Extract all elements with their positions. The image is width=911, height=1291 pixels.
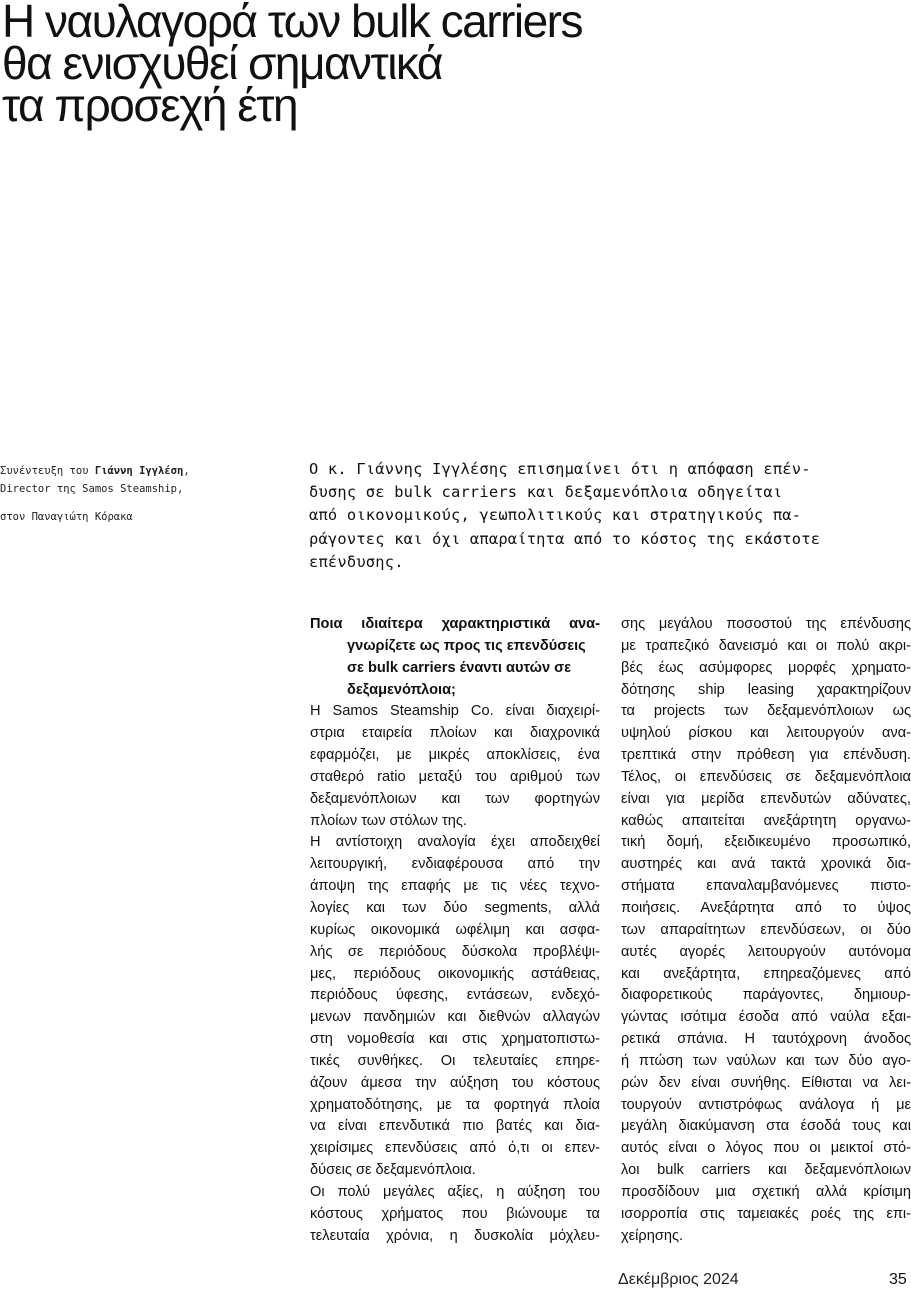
body-line: τική δομή, εξειδικευμένο προσωπικό,	[621, 834, 911, 851]
title-line: θα ενισχυθεί σημαντικά	[2, 37, 442, 89]
body-line: λειτουργική, ενδιαφέρουσα από την	[310, 856, 600, 873]
body-line: άποψη της επαφής με τις νέες τεχνο-	[310, 878, 600, 895]
body-line: υψηλού ρίσκου και λειτουργούν ανα-	[621, 725, 911, 742]
body-line: είναι για μερίδα επενδυτών αδύνατες,	[621, 790, 911, 807]
interviewee-name: Γιάννη Ιγγλέση	[94, 465, 184, 477]
body-line: λογίες και των δύο segments, αλλά	[310, 899, 600, 916]
body-line: δότησης ship leasing χαρακτηρίζουν	[621, 681, 911, 698]
body-line: κόστους χρήματος που βιώνουμε τα	[310, 1205, 600, 1222]
body-line: χρηματοδότησης, με τα φορτηγά πλοία	[310, 1096, 600, 1113]
body-line: ρών δεν είναι συνήθης. Είθισται να λει-	[621, 1074, 911, 1091]
body-line: μενων πανδημιών και διεθνών αλλαγών	[310, 1009, 600, 1026]
body-line: περιόδους ύφεσης, εντάσεων, ενδεχό-	[310, 987, 600, 1004]
body-line: κυρίως οικονομικά ωφέλιμη και ασφα-	[310, 921, 600, 938]
body-line: αυτές αγορές λειτουργούν αυτόνομα	[621, 943, 911, 960]
lead-line: ράγοντες και όχι απαραίτητα από το κόστος της εκάστοτε	[309, 529, 821, 548]
body-line: μες, περιόδους οικονομικής αστάθειας,	[310, 965, 600, 982]
lead-line: Ο κ. Γιάννης Ιγγλέσης επισημαίνει ότι η απόφαση επέν-	[309, 460, 811, 478]
body-line: βές έως ασύμφορες μορφές χρηματο-	[621, 659, 911, 676]
body-line: διαφορετικούς παράγοντες, δημιουρ-	[621, 987, 911, 1004]
byline-interviewee: Συνέντευξη του Γιάννη Ιγγλέση,	[0, 465, 190, 477]
body-line: ρετικά σπάνια. Η ταυτόχρονη άνοδος	[621, 1031, 911, 1048]
body-line: σταθερό ratio μεταξύ του αριθμού των	[310, 768, 600, 785]
body-line: Τέλος, οι επενδύσεις σε δεξαμενόπλοια	[621, 768, 911, 785]
body-line: ισορροπία στις ταμειακές ροές της επι-	[621, 1205, 911, 1222]
body-line: μεγάλη διακύμανση στα έσοδά τους και	[621, 1118, 911, 1135]
byline	[0, 462, 270, 526]
body-line: αυτός είναι ο λόγος που οι μεικτοί στό-	[621, 1140, 911, 1157]
body-line: τελευταία χρόνια, η δυσκολία μόχλευ-	[310, 1227, 600, 1244]
body-line: με τραπεζικό δανεισμό και οι πολύ ακρι-	[621, 637, 911, 654]
body-line: αυστηρές και ανά τακτά χρονικά δια-	[621, 856, 911, 873]
body-line: λοι bulk carriers και δεξαμενόπλοιων	[621, 1162, 911, 1179]
question-line: σε bulk carriers έναντι αυτών σε	[347, 659, 572, 676]
page-number: 35	[889, 1271, 907, 1288]
body-line: στη νομοθεσία και στις χρηματοπιστω-	[310, 1031, 600, 1048]
byline-interviewer: στον Παναγιώτη Κόρακα	[0, 511, 133, 523]
lead-line: επένδυσης.	[309, 552, 404, 571]
body-line: ποιήσεις. Ανεξάρτητα από το ύψος	[621, 899, 911, 916]
body-line: πλοίων των στόλων της.	[310, 812, 467, 829]
body-line: στήματα επαναλαμβανόμενες πιστο-	[621, 878, 911, 895]
body-line: λής σε περιόδους δύσκολα προβλέψι-	[310, 943, 600, 960]
body-line: τρεπτικά στην πρόθεση για επένδυση.	[621, 747, 911, 764]
question-line: Ποια ιδιαίτερα χαρακτηριστικά ανα-	[310, 616, 600, 632]
body-line: τα projects των δεξαμενόπλοιων ως	[621, 703, 911, 720]
lead-paragraph	[309, 458, 909, 574]
body-line: Η αντίστοιχη αναλογία έχει αποδειχθεί	[310, 834, 600, 851]
title-line: τα προσεχή έτη	[2, 79, 298, 131]
article-title	[2, 0, 902, 131]
body-line: τικές συνθήκες. Οι τελευταίες επηρε-	[310, 1052, 600, 1069]
body-line: άζουν άμεσα την αύξηση του κόστους	[310, 1074, 600, 1091]
byline-role: Director της Samos Steamship,	[0, 483, 184, 495]
footer-issue-date: Δεκέμβριος 2024	[618, 1271, 739, 1288]
body-line: καθώς απαιτείται ανεξάρτητη οργανω-	[621, 812, 911, 829]
body-line: ή πτώση των ναύλων και των δύο αγο-	[621, 1052, 911, 1069]
body-line: χείρησης.	[621, 1227, 684, 1244]
question-line: δεξαμενόπλοια;	[347, 681, 456, 698]
article-column-1	[310, 614, 600, 1247]
body-line: σης μεγάλου ποσοστού της επένδυσης	[621, 616, 911, 632]
body-line: εφαρμόζει, με μικρές αποκλίσεις, ένα	[310, 747, 600, 764]
body-line: Η Samos Steamship Co. είναι διαχειρί-	[310, 703, 600, 720]
title-line: Η ναυλαγορά των bulk carriers	[2, 0, 582, 47]
article-column-2	[621, 614, 911, 1247]
question-line: γνωρίζετε ως προς τις επενδύσεις	[347, 637, 586, 654]
body-line: των απαραίτητων επενδύσεων, οι δύο	[621, 921, 911, 938]
body-line: προσδίδουν μια σχετική αλλά κρίσιμη	[621, 1183, 911, 1200]
body-line: τουργούν αντιστρόφως ανάλογα ή με	[621, 1096, 911, 1113]
body-line: να είναι επενδυτικά πιο βατές και δια-	[310, 1118, 600, 1135]
body-line: στρια εταιρεία πλοίων και διαχρονικά	[310, 725, 600, 742]
body-line: και ανεξάρτητα, επηρεαζόμενες από	[621, 965, 911, 982]
lead-line: από οικονομικούς, γεωπολιτικούς και στρατηγικούς πα-	[309, 506, 802, 525]
body-line: δεξαμενόπλοιων και των φορτηγών	[310, 790, 600, 807]
body-line: Οι πολύ μεγάλες αξίες, η αύξηση του	[310, 1183, 600, 1200]
body-line: χειρίσιμες επενδύσεις από ό,τι οι επεν-	[310, 1140, 600, 1157]
body-line: γώντας ισότιμα έσοδα από ναύλα εξαι-	[621, 1009, 911, 1026]
lead-line: δυσης σε bulk carriers και δεξαμενόπλοια οδηγείται	[309, 483, 783, 502]
body-line: δύσεις σε δεξαμενόπλοια.	[310, 1162, 476, 1179]
